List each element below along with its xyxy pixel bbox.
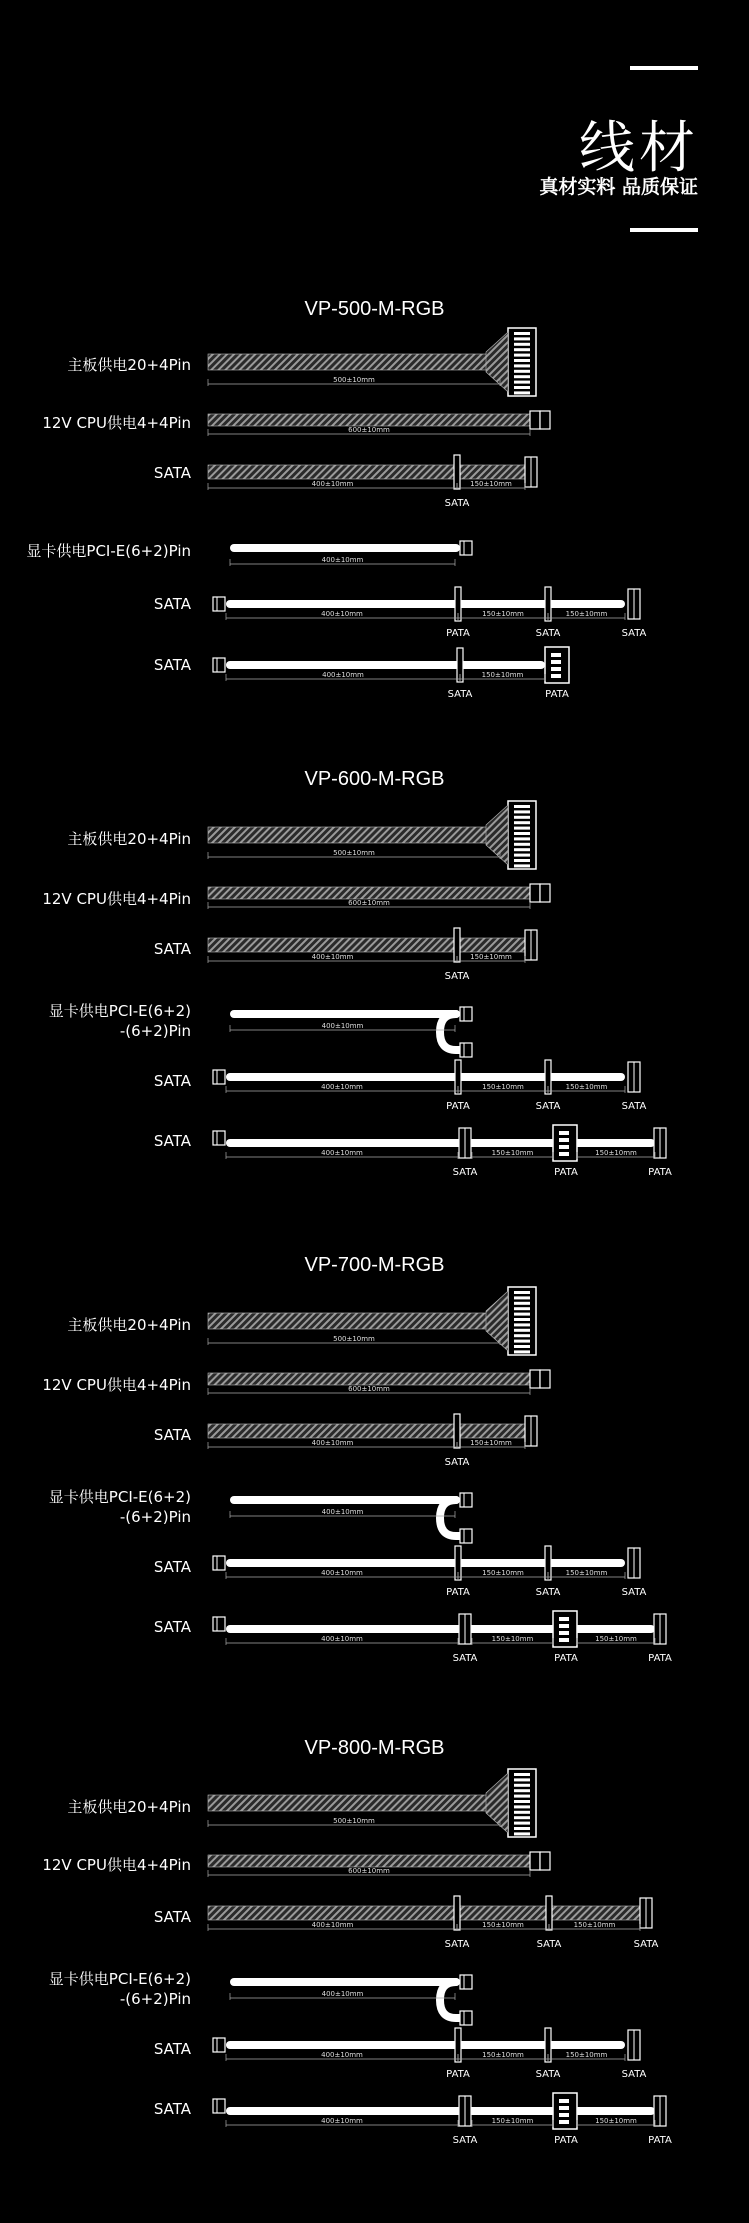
cpu-connector bbox=[540, 884, 550, 902]
cable bbox=[230, 1496, 460, 1504]
dimension-label: 400±10mm bbox=[311, 953, 354, 961]
atx-pin bbox=[514, 827, 530, 830]
dimension-label: 150±10mm bbox=[595, 1149, 637, 1157]
small-connector bbox=[213, 2038, 225, 2052]
connector-label: PATA bbox=[446, 1587, 470, 1598]
dimension-label: 500±10mm bbox=[333, 376, 375, 384]
cable bbox=[226, 1073, 625, 1081]
dimension-label: 150±10mm bbox=[491, 2117, 534, 2125]
row-label: SATA bbox=[153, 656, 191, 674]
row-label: SATA bbox=[153, 1618, 191, 1636]
cable bbox=[230, 544, 460, 552]
dimension-label: 400±10mm bbox=[321, 2051, 363, 2059]
dimension-label: 150±10mm bbox=[482, 1569, 524, 1577]
dimension-label: 400±10mm bbox=[321, 2117, 363, 2125]
row-label: 显卡供电PCI-E(6+2) bbox=[48, 1488, 191, 1506]
atx-pin bbox=[514, 1323, 530, 1326]
atx-pin bbox=[514, 359, 530, 362]
pata-pin bbox=[559, 1145, 569, 1149]
connector-label: SATA bbox=[444, 971, 470, 982]
small-connector bbox=[213, 1617, 225, 1631]
cable bbox=[230, 1010, 460, 1018]
atx-pin bbox=[514, 1795, 530, 1798]
cable bbox=[226, 661, 545, 669]
pata-pin bbox=[559, 1152, 569, 1156]
dimension-label: 400±10mm bbox=[311, 1921, 354, 1929]
page-title: 线材 bbox=[579, 116, 699, 181]
connector-label: PATA bbox=[554, 1653, 578, 1664]
connector-label: PATA bbox=[545, 689, 569, 700]
atx-pin bbox=[514, 386, 530, 389]
connector-label: SATA bbox=[444, 498, 470, 509]
atx-pin bbox=[514, 816, 530, 819]
connector-label: SATA bbox=[633, 1939, 659, 1950]
atx-pin bbox=[514, 337, 530, 340]
small-connector bbox=[460, 541, 472, 555]
row-label: SATA bbox=[153, 2100, 191, 2118]
pata-pin bbox=[559, 2099, 569, 2103]
row-label: -(6+2)Pin bbox=[119, 1990, 191, 2008]
model-title-500: VP-500-M-RGB bbox=[304, 298, 445, 320]
cable bbox=[226, 600, 625, 608]
connector-label: SATA bbox=[452, 1653, 478, 1664]
row-label: -(6+2)Pin bbox=[119, 1022, 191, 1040]
braided-cable bbox=[208, 938, 525, 952]
cable bbox=[226, 2107, 655, 2115]
row-label: 显卡供电PCI-E(6+2)Pin bbox=[26, 542, 191, 560]
connector-label: SATA bbox=[536, 1939, 562, 1950]
dimension-label: 150±10mm bbox=[491, 1635, 534, 1643]
dimension-label: 150±10mm bbox=[595, 1635, 637, 1643]
small-connector bbox=[213, 597, 225, 611]
connector-label: PATA bbox=[446, 1101, 470, 1112]
dimension-label: 400±10mm bbox=[321, 1569, 363, 1577]
pata-pin bbox=[559, 1138, 569, 1142]
connector-label: PATA bbox=[648, 2135, 672, 2146]
connector-label: PATA bbox=[446, 628, 470, 639]
cpu-connector bbox=[540, 411, 550, 429]
row-label: 主板供电20+4Pin bbox=[67, 1798, 191, 1816]
dimension-label: 150±10mm bbox=[565, 610, 608, 618]
connector-label: SATA bbox=[621, 1101, 647, 1112]
small-connector bbox=[213, 658, 225, 672]
row-label: SATA bbox=[153, 1132, 191, 1150]
atx-pin bbox=[514, 1778, 530, 1781]
atx-pin bbox=[514, 381, 530, 384]
dimension-label: 150±10mm bbox=[482, 610, 524, 618]
atx-fanout bbox=[486, 1773, 508, 1833]
atx-pin bbox=[514, 364, 530, 367]
small-connector bbox=[213, 1131, 225, 1145]
row-label: SATA bbox=[153, 464, 191, 482]
connector-label: SATA bbox=[535, 1101, 561, 1112]
atx-pin bbox=[514, 1832, 530, 1835]
row-label: 主板供电20+4Pin bbox=[67, 356, 191, 374]
row-label: 主板供电20+4Pin bbox=[67, 830, 191, 848]
row-label: SATA bbox=[153, 2040, 191, 2058]
model-title-700: VP-700-M-RGB bbox=[304, 1254, 445, 1276]
dimension-label: 150±10mm bbox=[470, 480, 512, 488]
row-label: 12V CPU供电4+4Pin bbox=[42, 1376, 191, 1394]
small-connector bbox=[460, 1043, 472, 1057]
pata-pin bbox=[551, 667, 561, 671]
atx-pin bbox=[514, 864, 530, 867]
dimension-label: 500±10mm bbox=[333, 849, 375, 857]
small-connector bbox=[213, 2099, 225, 2113]
cpu-connector bbox=[530, 411, 540, 429]
dimension-label: 150±10mm bbox=[595, 2117, 637, 2125]
atx-pin bbox=[514, 1816, 530, 1819]
atx-pin bbox=[514, 854, 530, 857]
atx-pin bbox=[514, 848, 530, 851]
atx-pin bbox=[514, 1291, 530, 1294]
dimension-label: 500±10mm bbox=[333, 1817, 375, 1825]
atx-pin bbox=[514, 391, 530, 394]
connector-label: SATA bbox=[621, 628, 647, 639]
atx-pin bbox=[514, 1350, 530, 1353]
dimension-label: 150±10mm bbox=[482, 1083, 524, 1091]
atx-pin bbox=[514, 859, 530, 862]
atx-pin bbox=[514, 1805, 530, 1808]
atx-pin bbox=[514, 1329, 530, 1332]
small-connector bbox=[460, 1975, 472, 1989]
connector-label: SATA bbox=[444, 1457, 470, 1468]
connector-label: SATA bbox=[452, 2135, 478, 2146]
pata-pin bbox=[559, 1638, 569, 1642]
cpu-connector bbox=[530, 1370, 540, 1388]
atx-pin bbox=[514, 832, 530, 835]
dimension-label: 150±10mm bbox=[573, 1921, 616, 1929]
connector-label: PATA bbox=[648, 1167, 672, 1178]
dimension-label: 600±10mm bbox=[348, 1385, 390, 1393]
model-title-600: VP-600-M-RGB bbox=[304, 768, 445, 790]
dimension-label: 400±10mm bbox=[311, 480, 354, 488]
connector-label: SATA bbox=[535, 2069, 561, 2080]
dimension-label: 600±10mm bbox=[348, 1867, 390, 1875]
braided-cable bbox=[208, 1906, 640, 1920]
atx-pin bbox=[514, 1789, 530, 1792]
atx-pin bbox=[514, 810, 530, 813]
cpu-connector bbox=[540, 1370, 550, 1388]
atx-pin bbox=[514, 805, 530, 808]
atx-pin bbox=[514, 1784, 530, 1787]
atx-pin bbox=[514, 843, 530, 846]
atx-fanout bbox=[486, 332, 508, 392]
dimension-label: 500±10mm bbox=[333, 1335, 375, 1343]
braided-cable bbox=[208, 354, 500, 370]
small-connector bbox=[460, 1529, 472, 1543]
cable-branch bbox=[440, 1982, 460, 2018]
atx-pin bbox=[514, 1318, 530, 1321]
connector-label: SATA bbox=[452, 1167, 478, 1178]
cable-branch bbox=[440, 1014, 460, 1050]
atx-pin bbox=[514, 332, 530, 335]
row-label: 主板供电20+4Pin bbox=[67, 1316, 191, 1334]
atx-pin bbox=[514, 1822, 530, 1825]
pata-pin bbox=[559, 1624, 569, 1628]
atx-pin bbox=[514, 1773, 530, 1776]
dimension-label: 150±10mm bbox=[482, 2051, 524, 2059]
row-label: SATA bbox=[153, 1426, 191, 1444]
atx-pin bbox=[514, 837, 530, 840]
atx-pin bbox=[514, 1334, 530, 1337]
cable bbox=[226, 1559, 625, 1567]
atx-fanout bbox=[486, 805, 508, 865]
dimension-label: 150±10mm bbox=[470, 953, 512, 961]
dimension-label: 400±10mm bbox=[322, 671, 364, 679]
dimension-label: 400±10mm bbox=[321, 1022, 364, 1030]
atx-pin bbox=[514, 1811, 530, 1814]
atx-pin bbox=[514, 1313, 530, 1316]
braided-cable bbox=[208, 827, 500, 843]
atx-pin bbox=[514, 348, 530, 351]
cable bbox=[226, 1625, 655, 1633]
atx-pin bbox=[514, 1296, 530, 1299]
cpu-connector bbox=[530, 884, 540, 902]
braided-cable bbox=[208, 887, 530, 899]
atx-pin bbox=[514, 821, 530, 824]
braided-cable bbox=[208, 414, 530, 426]
row-label: 显卡供电PCI-E(6+2) bbox=[48, 1970, 191, 1988]
row-label: SATA bbox=[153, 1908, 191, 1926]
connector-label: SATA bbox=[535, 1587, 561, 1598]
connector-label: SATA bbox=[621, 2069, 647, 2080]
atx-pin bbox=[514, 375, 530, 378]
cable bbox=[226, 1139, 655, 1147]
pata-pin bbox=[551, 653, 561, 657]
small-connector bbox=[460, 1493, 472, 1507]
connector-label: PATA bbox=[554, 1167, 578, 1178]
cpu-connector bbox=[530, 1852, 540, 1870]
pata-pin bbox=[559, 1631, 569, 1635]
dimension-label: 150±10mm bbox=[565, 1083, 608, 1091]
braided-cable bbox=[208, 1795, 500, 1811]
dimension-label: 600±10mm bbox=[348, 899, 390, 907]
row-label: 显卡供电PCI-E(6+2) bbox=[48, 1002, 191, 1020]
connector-label: SATA bbox=[444, 1939, 470, 1950]
dimension-label: 400±10mm bbox=[321, 556, 364, 564]
atx-pin bbox=[514, 1302, 530, 1305]
cpu-connector bbox=[540, 1852, 550, 1870]
row-label: -(6+2)Pin bbox=[119, 1508, 191, 1526]
dimension-label: 400±10mm bbox=[321, 1149, 363, 1157]
atx-pin bbox=[514, 1345, 530, 1348]
dimension-label: 400±10mm bbox=[321, 1990, 364, 1998]
row-label: 12V CPU供电4+4Pin bbox=[42, 1856, 191, 1874]
connector-label: SATA bbox=[621, 1587, 647, 1598]
small-connector bbox=[460, 2011, 472, 2025]
small-connector bbox=[213, 1556, 225, 1570]
dimension-label: 400±10mm bbox=[321, 1635, 363, 1643]
row-label: SATA bbox=[153, 595, 191, 613]
pata-pin bbox=[551, 674, 561, 678]
dimension-label: 150±10mm bbox=[565, 1569, 608, 1577]
connector-label: PATA bbox=[446, 2069, 470, 2080]
row-label: SATA bbox=[153, 1072, 191, 1090]
braided-cable bbox=[208, 465, 525, 479]
atx-pin bbox=[514, 354, 530, 357]
cable bbox=[226, 2041, 625, 2049]
pata-pin bbox=[559, 2113, 569, 2117]
dimension-label: 400±10mm bbox=[321, 1508, 364, 1516]
dimension-label: 150±10mm bbox=[565, 2051, 608, 2059]
row-label: 12V CPU供电4+4Pin bbox=[42, 890, 191, 908]
page-subtitle: 真材实料 品质保证 bbox=[539, 176, 698, 198]
small-connector bbox=[460, 1007, 472, 1021]
cable-branch bbox=[440, 1500, 460, 1536]
pata-pin bbox=[559, 2120, 569, 2124]
dimension-label: 150±10mm bbox=[491, 1149, 534, 1157]
model-title-800: VP-800-M-RGB bbox=[304, 1737, 445, 1759]
atx-pin bbox=[514, 370, 530, 373]
pata-pin bbox=[559, 1131, 569, 1135]
connector-label: SATA bbox=[447, 689, 473, 700]
pata-pin bbox=[559, 1617, 569, 1621]
dimension-label: 150±10mm bbox=[470, 1439, 512, 1447]
atx-pin bbox=[514, 1800, 530, 1803]
atx-fanout bbox=[486, 1291, 508, 1351]
connector-label: PATA bbox=[554, 2135, 578, 2146]
braided-cable bbox=[208, 1855, 530, 1867]
dimension-label: 600±10mm bbox=[348, 426, 390, 434]
connector-label: PATA bbox=[648, 1653, 672, 1664]
row-label: 12V CPU供电4+4Pin bbox=[42, 414, 191, 432]
braided-cable bbox=[208, 1424, 525, 1438]
pata-pin bbox=[559, 2106, 569, 2110]
dimension-label: 400±10mm bbox=[321, 1083, 363, 1091]
dimension-label: 150±10mm bbox=[482, 1921, 524, 1929]
braided-cable bbox=[208, 1313, 500, 1329]
atx-pin bbox=[514, 1827, 530, 1830]
atx-pin bbox=[514, 1307, 530, 1310]
dimension-label: 400±10mm bbox=[321, 610, 363, 618]
row-label: SATA bbox=[153, 1558, 191, 1576]
connector-label: SATA bbox=[535, 628, 561, 639]
braided-cable bbox=[208, 1373, 530, 1385]
small-connector bbox=[213, 1070, 225, 1084]
dimension-label: 150±10mm bbox=[481, 671, 524, 679]
cable bbox=[230, 1978, 460, 1986]
atx-pin bbox=[514, 343, 530, 346]
row-label: SATA bbox=[153, 940, 191, 958]
dimension-label: 400±10mm bbox=[311, 1439, 354, 1447]
atx-pin bbox=[514, 1340, 530, 1343]
pata-pin bbox=[551, 660, 561, 664]
